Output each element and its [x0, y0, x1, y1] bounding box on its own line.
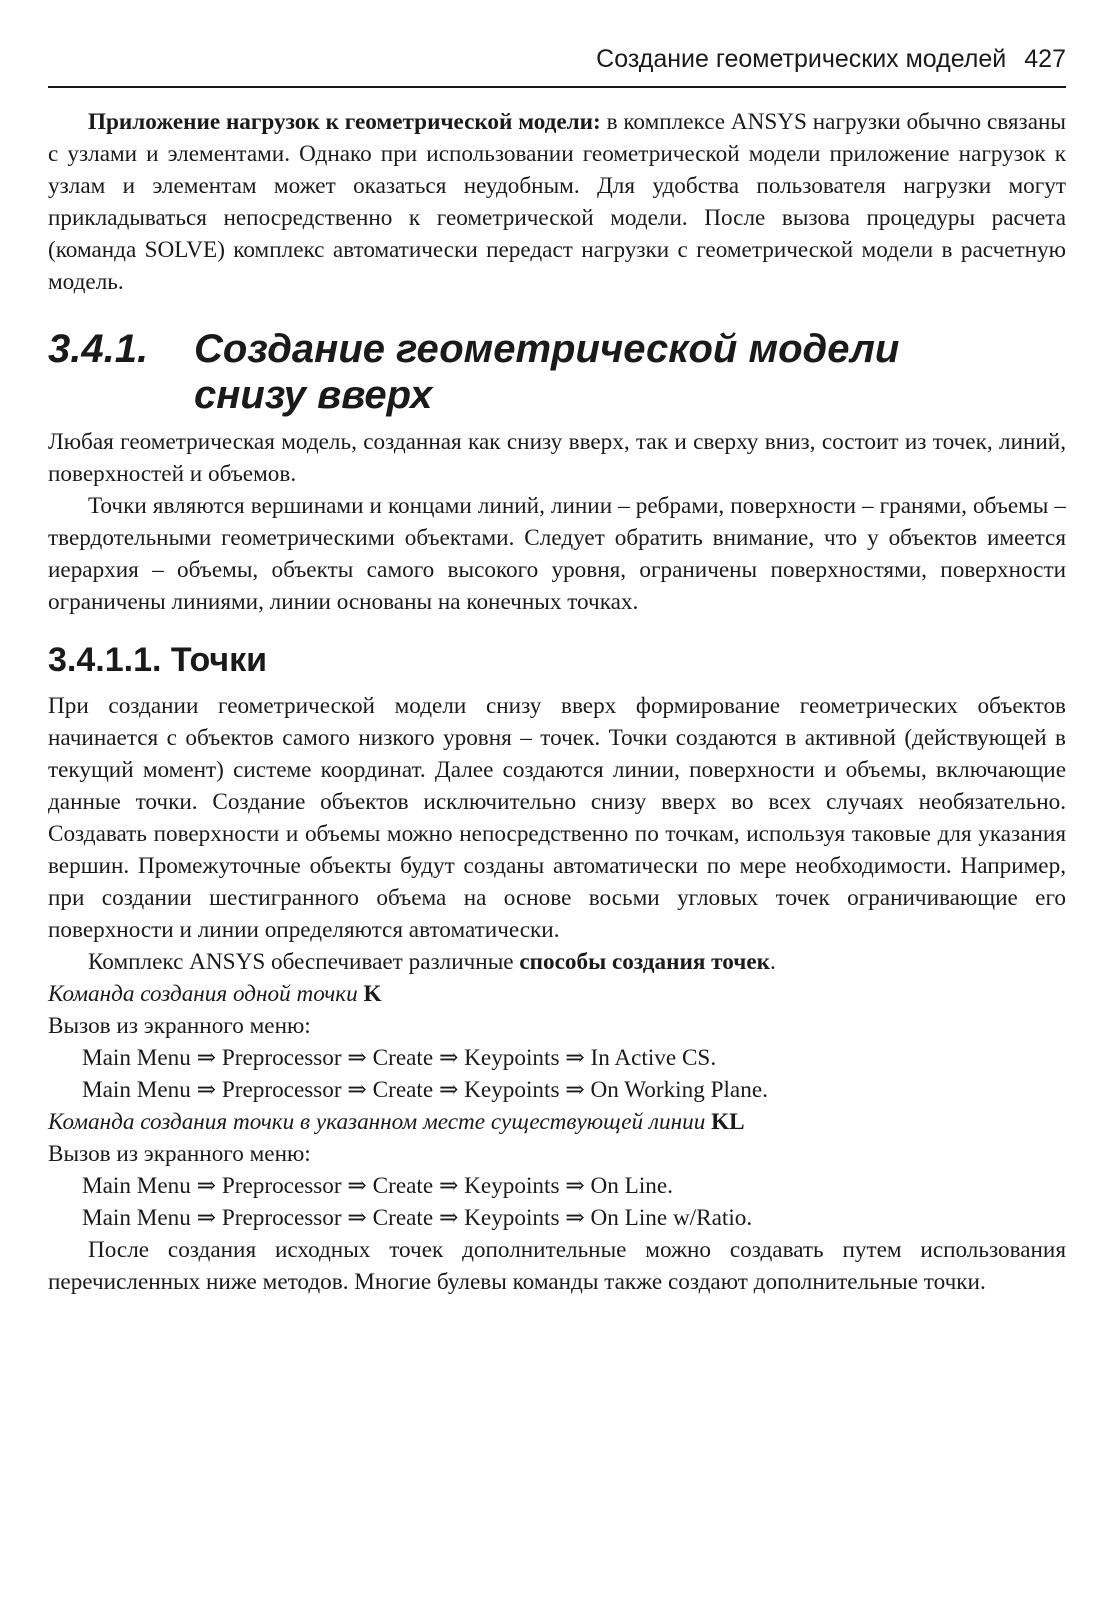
command-code: KL [711, 1109, 745, 1135]
header-title: Создание геометрических моделей [596, 45, 1007, 73]
subsection-paragraph-1: При создании геометрической модели снизу вверх формирование геометрических объектов начинается с объектов самого низкого уровня – точек. Точки создаются в активной (действующей в текущий момент) системе координат. Далее создаются линии, поверхности и объемы, включающие данные точки. Создание объектов исключительно снизу вверх во всех случаях необязательно. Создавать поверхности и объемы можно непосредственно по точкам, используя таковые для указания вершин. Промежуточные объекты будут созданы автоматически по мере необходимости. Например, при создании шестигранного объема на основе восьми угловых точек ограничивающие его поверхности и линии определяются автоматически. [48, 693, 1066, 943]
intro-text: в комплексе ANSYS нагрузки обычно связаны с узлами и элементами. Однако при использовании геометрической модели приложение нагрузок к узлам и элементам может оказаться неудобным. Для удобства пользователя нагрузки могут прикладываться непосредственно к геометрической модели. После вызова процедуры расчета (команда SOLVE) комплекс автоматически передаст нагрузки с геометрической модели в расчетную модель. [48, 109, 1066, 295]
para2-end: . [769, 949, 776, 975]
command-code: K [363, 981, 382, 1007]
page-body [48, 106, 1066, 1298]
subsection-heading: 3.4.1.1. Точки [48, 641, 268, 679]
command-caption-k [48, 978, 1066, 1010]
para2-bold: способы создания точек [519, 949, 770, 975]
closing-paragraph: После создания исходных точек дополнительные можно создавать путем использования перечисленных ниже методов. Многие булевы команды также создают дополнительные точки. [48, 1237, 1066, 1295]
page-number: 427 [1024, 45, 1066, 73]
intro-lead: Приложение нагрузок к геометрической модели: [88, 109, 601, 135]
menu-call-label: Вызов из экранного меню: [48, 1141, 311, 1167]
menu-path: Main Menu ⇒ Preprocessor ⇒ Create ⇒ Keypoints ⇒ On Line. [82, 1173, 673, 1199]
menu-call-label: Вызов из экранного меню: [48, 1013, 311, 1039]
section-title-line2: снизу вверх [194, 373, 433, 417]
section-paragraph-1: Любая геометрическая модель, созданная как снизу вверх, так и сверху вниз, состоит из точек, линий, поверхностей и объемов. [48, 429, 1066, 487]
menu-path: Main Menu ⇒ Preprocessor ⇒ Create ⇒ Keypoints ⇒ On Line w/Ratio. [82, 1205, 753, 1231]
section-title-line1: Создание геометрической модели [194, 327, 900, 371]
section-number: 3.4.1. [48, 327, 149, 371]
para2-text: Комплекс ANSYS обеспечивает различные [88, 949, 520, 975]
command-caption-kl [48, 1106, 1066, 1138]
menu-path: Main Menu ⇒ Preprocessor ⇒ Create ⇒ Keypoints ⇒ In Active CS. [82, 1045, 717, 1071]
menu-path: Main Menu ⇒ Preprocessor ⇒ Create ⇒ Keypoints ⇒ On Working Plane. [82, 1077, 768, 1103]
intro-paragraph [48, 106, 1066, 298]
section-heading [48, 326, 1066, 418]
command-caption-text: Команда создания одной точки [48, 981, 364, 1007]
command-caption-text: Команда создания точки в указанном месте существующей линии [48, 1109, 712, 1135]
running-header [48, 42, 1066, 88]
section-paragraph-2: Точки являются вершинами и концами линий, линии – ребрами, поверхности – гранями, объемы – твердотельными геометрическими объектами. Следует обратить внимание, что у объектов имеется иерархия – объемы, объекты самого высокого уровня, ограничены поверхностями, поверхности ограничены линиями, линии основаны на конечных точках. [48, 493, 1066, 615]
subsection-paragraph-2 [48, 946, 1066, 978]
